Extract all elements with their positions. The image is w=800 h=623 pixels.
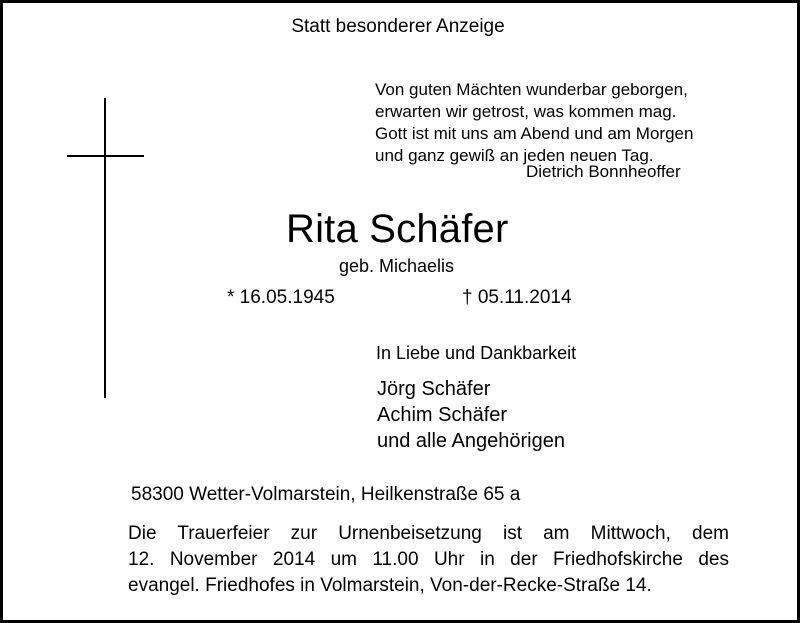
poem-line: erwarten wir getrost, was kommen mag. — [375, 102, 677, 121]
poem — [375, 79, 693, 167]
notice-line: Die Trauerfeier zur Urnenbeisetzung ist am Mittwoch, dem — [128, 523, 729, 544]
maiden-name: geb. Michaelis — [339, 256, 455, 276]
mourner-name: Achim Schäfer — [377, 404, 508, 426]
address: 58300 Wetter-Volmarstein, Heilkenstraße 65 a — [131, 484, 521, 505]
notice-line: evangel. Friedhofes in Volmarstein, Von-der-Recke-Straße 14. — [128, 575, 652, 596]
notice-line: 12. November 2014 um 11.00 Uhr in der Friedhofskirche des — [128, 549, 729, 570]
header-text: Statt besonderer Anzeige — [291, 16, 505, 37]
birth-date: * 16.05.1945 — [227, 287, 335, 308]
funeral-notice — [128, 521, 729, 599]
mourners-list — [377, 376, 565, 454]
mourners-intro: In Liebe und Dankbarkeit — [376, 343, 577, 363]
death-date: † 05.11.2014 — [462, 287, 572, 308]
poem-author: Dietrich Bonnheoffer — [526, 162, 681, 181]
poem-line: und ganz gewiß an jeden neuen Tag. — [375, 146, 654, 165]
mourner-name: Jörg Schäfer — [377, 378, 491, 400]
cross-icon-horizontal — [67, 155, 144, 157]
poem-line: Gott ist mit uns am Abend und am Morgen — [375, 124, 694, 143]
mourner-name: und alle Angehörigen — [377, 430, 565, 452]
poem-line: Von guten Mächten wunderbar geborgen, — [375, 80, 688, 99]
cross-icon-vertical — [104, 98, 106, 398]
deceased-name: Rita Schäfer — [286, 207, 509, 251]
